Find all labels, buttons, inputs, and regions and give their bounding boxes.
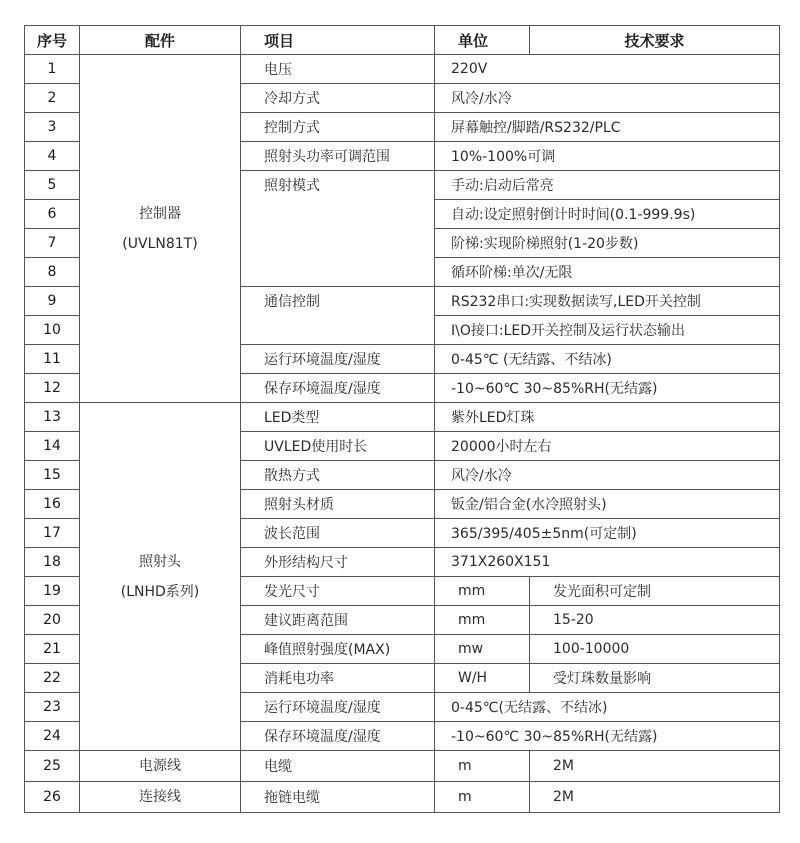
row-number: 20 xyxy=(25,606,80,635)
row-number: 10 xyxy=(25,316,80,345)
row-number: 14 xyxy=(25,432,80,461)
component-name: 电源线 xyxy=(139,758,181,774)
item-cell: 照射头材质 xyxy=(241,490,435,519)
row-number: 17 xyxy=(25,519,80,548)
requirement-cell: 20000小时左右 xyxy=(435,432,780,461)
component-name: 照射头 xyxy=(139,553,181,570)
item-cell: 消耗电功率 xyxy=(241,664,435,693)
item-cell: UVLED使用时长 xyxy=(241,432,435,461)
row-number: 11 xyxy=(25,345,80,374)
table-row xyxy=(25,782,780,813)
item-cell: 运行环境温度/湿度 xyxy=(241,345,435,374)
requirement-cell: 钣金/铝合金(水冷照射头) xyxy=(435,490,780,519)
requirement-cell: 220V xyxy=(435,55,780,84)
component-cell xyxy=(80,782,241,813)
header-unit: 单位 xyxy=(435,26,530,55)
requirement-cell: 阶梯:实现阶梯照射(1-20步数) xyxy=(435,229,780,258)
header-component: 配件 xyxy=(80,26,241,55)
item-cell: LED类型 xyxy=(241,403,435,432)
component-name: 连接线 xyxy=(139,789,181,805)
component-model: (LNHD系列) xyxy=(120,583,200,600)
requirement-cell: -10~60℃ 30~85%RH(无结露) xyxy=(435,722,780,751)
table-row xyxy=(25,55,780,84)
requirement-cell: 0-45℃ (无结露、不结冰) xyxy=(435,345,780,374)
item-cell: 通信控制 xyxy=(241,287,435,345)
requirement-cell: 紫外LED灯珠 xyxy=(435,403,780,432)
item-cell: 散热方式 xyxy=(241,461,435,490)
component-cell xyxy=(80,751,241,782)
row-number: 15 xyxy=(25,461,80,490)
row-number: 6 xyxy=(25,200,80,229)
row-number: 22 xyxy=(25,664,80,693)
row-number: 13 xyxy=(25,403,80,432)
requirement-cell: 10%-100%可调 xyxy=(435,142,780,171)
requirement-cell: 0-45℃(无结露、不结冰) xyxy=(435,693,780,722)
table-row xyxy=(25,751,780,782)
header-tech-requirement: 技术要求 xyxy=(530,26,780,55)
row-number: 9 xyxy=(25,287,80,316)
requirement-cell: 自动:设定照射倒计时时间(0.1-999.9s) xyxy=(435,200,780,229)
requirement-cell: 100-10000 xyxy=(530,635,780,664)
table-row xyxy=(25,403,780,432)
row-number: 25 xyxy=(25,751,80,782)
row-number: 8 xyxy=(25,258,80,287)
requirement-cell: RS232串口:实现数据读写,LED开关控制 xyxy=(435,287,780,316)
item-cell: 发光尺寸 xyxy=(241,577,435,606)
header-seq: 序号 xyxy=(25,26,80,55)
item-cell: 电压 xyxy=(241,55,435,84)
requirement-cell: 手动:启动后常亮 xyxy=(435,171,780,200)
item-cell: 外形结构尺寸 xyxy=(241,548,435,577)
component-cell xyxy=(80,55,241,403)
requirement-cell: 屏幕触控/脚踏/RS232/PLC xyxy=(435,113,780,142)
row-number: 3 xyxy=(25,113,80,142)
row-number: 5 xyxy=(25,171,80,200)
item-cell: 保存环境温度/湿度 xyxy=(241,374,435,403)
requirement-cell: -10~60℃ 30~85%RH(无结露) xyxy=(435,374,780,403)
item-cell: 照射头功率可调范围 xyxy=(241,142,435,171)
requirement-cell: 受灯珠数量影响 xyxy=(530,664,780,693)
requirement-cell: 2M xyxy=(530,782,780,813)
row-number: 12 xyxy=(25,374,80,403)
item-cell: 电缆 xyxy=(241,751,435,782)
item-cell: 拖链电缆 xyxy=(241,782,435,813)
row-number: 1 xyxy=(25,55,80,84)
item-cell: 波长范围 xyxy=(241,519,435,548)
row-number: 7 xyxy=(25,229,80,258)
header-row xyxy=(25,26,780,55)
unit-cell: mm xyxy=(435,577,530,606)
row-number: 16 xyxy=(25,490,80,519)
spec-table xyxy=(24,25,780,813)
row-number: 2 xyxy=(25,84,80,113)
component-model: (UVLN81T) xyxy=(122,235,198,252)
requirement-cell: 365/395/405±5nm(可定制) xyxy=(435,519,780,548)
row-number: 26 xyxy=(25,782,80,813)
component-cell xyxy=(80,403,241,751)
unit-cell: W/H xyxy=(435,664,530,693)
unit-cell: m xyxy=(435,751,530,782)
component-name: 控制器 xyxy=(139,205,181,222)
item-cell: 运行环境温度/湿度 xyxy=(241,693,435,722)
unit-cell: m xyxy=(435,782,530,813)
item-cell: 照射模式 xyxy=(241,171,435,287)
requirement-cell: 371X260X151 xyxy=(435,548,780,577)
unit-cell: mm xyxy=(435,606,530,635)
header-item: 项目 xyxy=(241,26,435,55)
row-number: 18 xyxy=(25,548,80,577)
row-number: 19 xyxy=(25,577,80,606)
item-cell: 控制方式 xyxy=(241,113,435,142)
requirement-cell: 循环阶梯:单次/无限 xyxy=(435,258,780,287)
item-cell: 冷却方式 xyxy=(241,84,435,113)
row-number: 21 xyxy=(25,635,80,664)
requirement-cell: 发光面积可定制 xyxy=(530,577,780,606)
row-number: 23 xyxy=(25,693,80,722)
row-number: 24 xyxy=(25,722,80,751)
unit-cell: mw xyxy=(435,635,530,664)
item-cell: 建议距离范围 xyxy=(241,606,435,635)
requirement-cell: 15-20 xyxy=(530,606,780,635)
requirement-cell: 风冷/水冷 xyxy=(435,461,780,490)
requirement-cell: I\O接口:LED开关控制及运行状态输出 xyxy=(435,316,780,345)
requirement-cell: 风冷/水冷 xyxy=(435,84,780,113)
row-number: 4 xyxy=(25,142,80,171)
item-cell: 保存环境温度/湿度 xyxy=(241,722,435,751)
item-cell: 峰值照射强度(MAX) xyxy=(241,635,435,664)
requirement-cell: 2M xyxy=(530,751,780,782)
